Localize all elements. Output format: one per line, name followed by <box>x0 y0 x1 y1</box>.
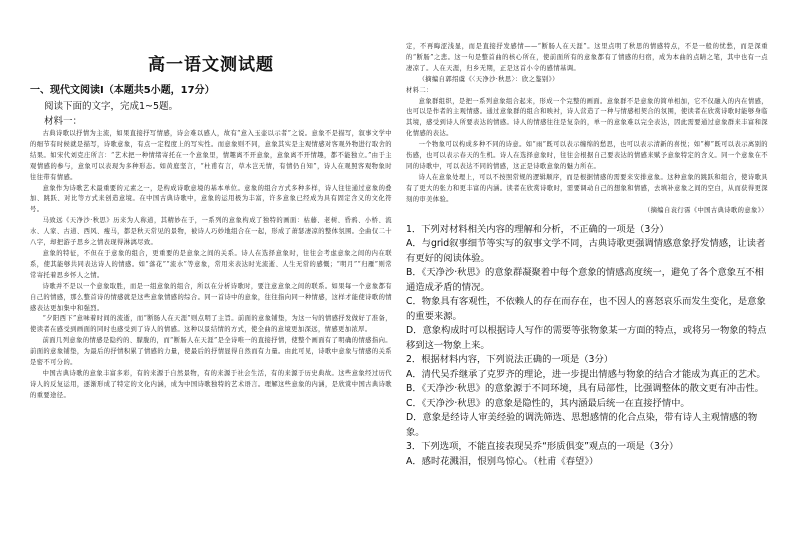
reading-instruction: 阅读下面的文字，完成1~5题。 <box>44 101 179 112</box>
material-1-source: （摘编自郭绍虞《〈天净沙·秋思〉：欣之鉴别》） <box>418 75 559 83</box>
question-stem: 3．下列选项，不能直接表现吴乔“形质俱变”观点的一项是（3分） <box>406 441 679 452</box>
material-1-paragraph: 马致远《天净沙·秋思》历来为人称道，其精妙在于，一系列的意象构成了独特的画面：枯藤、老树、昏鸦、小桥、流水、人家、古道、西风、瘦马，都是秋天常见的景物，被诗人巧妙地组合在一起，形成了萧瑟凄凉的整体氛围。全曲仅二十八字，却把游子思乡之情表现得淋漓尽致。 <box>30 217 392 247</box>
option-c: C．《天净沙·秋思》的意象是隐性的，其内涵最后统一在直接抒情中。 <box>406 397 690 409</box>
question-1 <box>406 223 768 354</box>
material-1-paragraph: 前面几列意象的情感是隐约的、朦胧的，而“断肠人在天涯”是全诗唯一的直接抒情，使整个画面有了明确的情感指向。前面的意象铺垫，为最后的抒情积累了情感的力量，使最后的抒情显得自然而有力量。由此可见，诗歌中意象与情感的关系是密不可分的。 <box>30 337 392 367</box>
page-title: 高一语文测试题 <box>148 55 274 75</box>
question-stem: 1．下列对材料相关内容的理解和分析，不正确的一项是（3分） <box>406 223 669 235</box>
material-1-paragraph: 中国古典诗歌的意象丰富多彩，有的来源于自然景物，有的来源于社会生活，有的来源于历史典故。这些意象经过历代诗人的反复运用，逐渐形成了特定的文化内涵，成为中国诗歌独特的艺术语言。理解这些意象的内涵，是欣赏中国古典诗歌的重要途径。 <box>30 369 392 399</box>
material-2-label: 材料二： <box>406 86 433 94</box>
material-1-paragraph: 古典诗歌以抒情为主流，如果直接抒写情感，诗会难以感人，故有“意入玉壶以示者”之说。意象不是描写，叙事文学中的细节有时候就是描写，诗歌意象，有点一定程度上的写实性。而意象则不同，意象其实是主观情感对客观外物进行取舍的结果。如宋代刘克庄所言：“艺术把一种情绪寄托在一个意象里，情趣离不开意象，意象离不开情趣，都不能独立。”由于主观情感的参与，意象可以表现为多种形态。如黄庭坚言，“杜甫有言，草木岂无情，有情仍自知”，诗人在观照客观物象时往往带有情感。 <box>30 130 392 181</box>
right-column <box>406 0 768 560</box>
question-stem: 2．根据材料内容，下列说法正确的一项是（3分） <box>406 354 614 365</box>
material-1-paragraph: 意象作为诗歌艺术最重要的元素之一，是构成诗歌意境的基本单位。意象的组合方式多种多样，诗人往往通过意象的叠加、跳跃、对比等方式来创造意境。在中国古典诗歌中，意象的运用极为丰富，许多意象已经成为具有固定含义的文化符号。 <box>30 184 392 214</box>
option-b: B．《天净沙·秋思》的意象群凝聚着中每个意象的情感高度统一，避免了各个意象互不相通造成矛盾的情况。 <box>406 267 764 293</box>
question-3 <box>406 440 768 469</box>
section-heading: 一、现代文阅读Ⅰ（本题共5小题，17分） <box>30 85 215 96</box>
material-2-source: （摘编自袁行霈《中国古典诗歌的意象》） <box>643 206 768 214</box>
material-1-continued: 定，不再晦涩浅显，而是直接抒发感情——“断肠人在天涯”。这里点明了秋思的情感特点，不是一般的忧愁，而是深重的“断肠”之悲。这一句是整首曲的核心所在，使前面所有的意象都有了情感的归宿，成为本曲的点睛之笔，其中也有一点凄凉了。人在天涯，归乡无期，正是这首小令的感情基调。 <box>406 43 768 72</box>
material-1-paragraph: “夕阳西下”意味着时间的流逝，而“断肠人在天涯”则点明了主旨。前面的意象铺垫，为这一句的情感抒发做好了准备，使读者在感受到画面的同时也感受到了诗人的情感。这种以景结情的方式，使全曲的意境更加深远，情感更加浓厚。 <box>30 315 392 334</box>
material-2-paragraph: 意象群组织，是把一系列意象组合起来，形成一个完整的画面。意象群不是意象的简单相加，它不仅融入的内在情感，也可以是作者的主观情感。通过意象群的组合和映衬，诗人营造了一种与情感相契合的氛围，使读者在欣赏诗歌时能够身临其境，感受到诗人所要表达的情感。诗人的情感往往是复杂的，单一的意象难以完全表达，因此需要通过意象群来丰富和深化情感的表达。 <box>406 97 768 138</box>
option-c: C．物象具有客观性，不依赖人的存在而存在，也不因人的喜怒哀乐而发生变化，是意象的重要来源。 <box>406 296 766 322</box>
option-a: A．感时花溅泪，恨别鸟惊心。（杜甫《春望》） <box>406 455 599 467</box>
material-2-paragraph: 一个物象可以构成多种不同的诗意。如“雨”既可以表示缠绵的愁思，也可以表示清新的喜悦；如“柳”既可以表示离别的伤感，也可以表示春天的生机。诗人在选择意象时，往往会根据自己要表达的情感来赋予意象特定的含义。同一个意象在不同的诗歌中，可以表达不同的情感，这正是诗歌意象的魅力所在。 <box>406 141 768 170</box>
option-a: A．与grid叙事细节等实写的叙事文学不同，古典诗歌更强调情感意象抒发情感，让读者有更好的阅读体验。 <box>406 238 766 264</box>
material-1-paragraph: 诗歌并不是以一个意象取胜，而是一组意象的组合，所以在分析诗歌时，要注意意象之间的联系。如果每一个意象都有自己的情感，那么整首诗的情感就是这些意象情感的综合。同一首诗中的意象，往往指向同一种情感，这样才能使诗歌的情感表达更加集中和强烈。 <box>30 282 392 312</box>
option-d: D．意象构成时可以根据诗人写作的需要等张物象某一方面的特点，或将另一物象的特点移到这一物象上来。 <box>406 325 767 351</box>
material-2-paragraph: 诗人在意象处理上，可以不按照常规的逻辑顺序，而是根据情感的需要来安排意象。这种意象的跳跃和组合，使诗歌具有了更大的张力和更丰富的内涵。读者在欣赏诗歌时，需要调动自己的想象和情感，去填补意象之间的空白，从而获得更深刻的审美体验。 <box>406 173 768 203</box>
material-1-label: 材料一： <box>44 116 83 127</box>
option-b: B．《天净沙·秋思》的意象源于不同环境，具有局部性，比强调整体的散文更有冲击性。 <box>406 383 764 394</box>
option-a: A．清代吴乔继承了克罗齐的理论，进一步提出情感与物象的结合才能成为真正的艺术。 <box>406 368 766 380</box>
material-1-paragraph: 意象的特征，不但在于意象的组合，更重要的是意象之间的关系。诗人在选择意象时，往往会考虑意象之间的内在联系，使其能够共同表达诗人的情感。如“落花”“流水”等意象，常用来表达时光流逝、人生无常的感慨；“明月”“归雁”则常常寄托着思乡怀人之情。 <box>30 249 392 279</box>
option-d: D．意象是经诗人审美经验的调洗筛选、思想感情的化合点染，带有诗人主观情感的物象。 <box>406 412 758 438</box>
left-column <box>30 0 392 560</box>
question-2 <box>406 353 768 440</box>
